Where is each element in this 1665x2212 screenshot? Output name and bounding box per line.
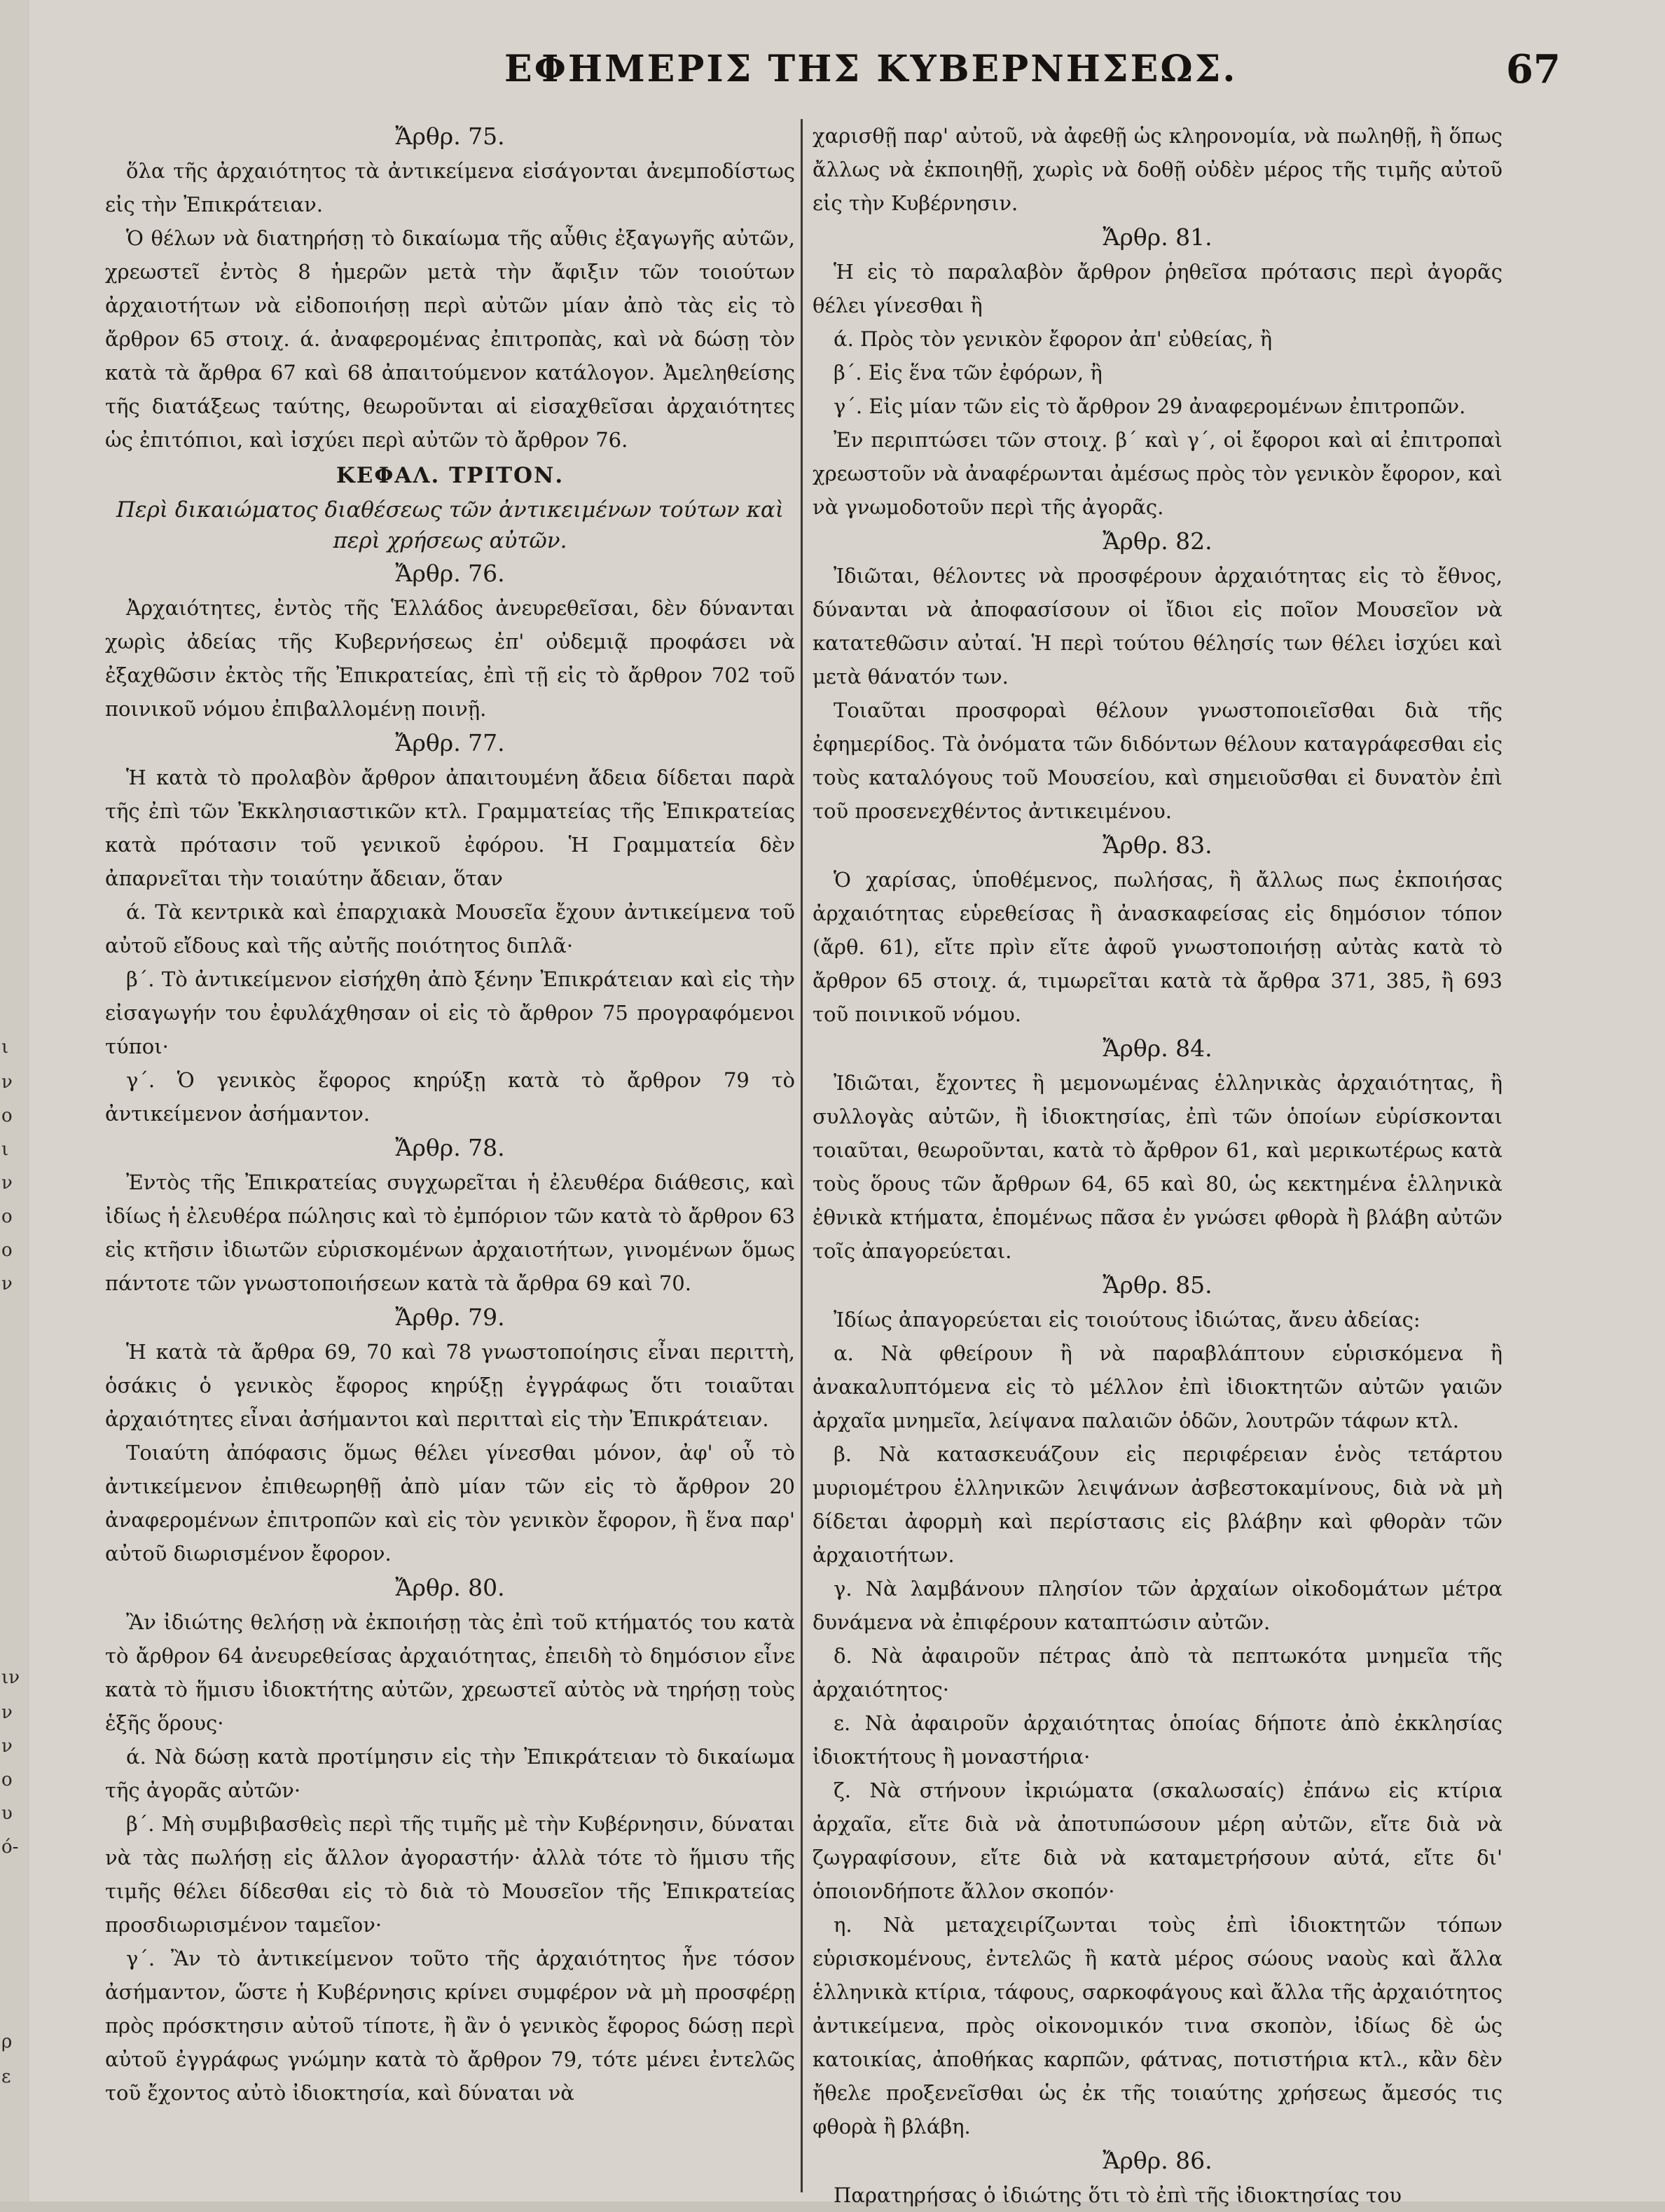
margin-fragment: ν xyxy=(1,1173,13,1194)
margin-fragment: ν xyxy=(1,1072,13,1093)
paragraph: Ὁ χαρίσας, ὑποθέμενος, πωλήσας, ἢ ἄλλως πως ἐκποιήσας ἀρχαιότητας εὑρεθείσας ἢ ἀνασκαφείσας εἰς δημόσιον τόπον (ἄρθ. 61), εἴτε πρὶν εἴτε ἀφοῦ γνωστοποιήσῃ αὐτὰς κατὰ τὸ ἄρθρον 65 στοιχ. ά, τιμωρεῖται κατὰ τὰ ἄρθρα 371, 385, ἢ 693 τοῦ ποινικοῦ νόμου. xyxy=(813,868,1502,1026)
margin-fragment: ο xyxy=(1,1206,13,1227)
paragraph: α. Νὰ φθείρουν ἢ νὰ παραβλάπτουν εὑρισκόμενα ἢ ἀνακαλυπτόμενα εἰς τὸ μέλλον ἐπὶ ἰδιοκτητῶν αὐτῶν γαιῶν ἀρχαῖα μνημεῖα, λείψανα παλαιῶν ὁδῶν, λουτρῶν τάφων κτλ. xyxy=(813,1341,1502,1432)
paragraph: ά. Τὰ κεντρικὰ καὶ ἐπαρχιακὰ Μουσεῖα ἔχουν ἀντικείμενα τοῦ αὐτοῦ εἴδους καὶ τῆς αὐτῆς ποιότητος διπλᾶ· xyxy=(105,900,795,958)
paragraph: δ. Νὰ ἀφαιροῦν πέτρας ἀπὸ τὰ πεπτωκότα μνημεῖα τῆς ἀρχαιότητος· xyxy=(813,1644,1502,1701)
paragraph: Ἰδιῶται, θέλοντες νὰ προσφέρουν ἀρχαιότητας εἰς τὸ ἔθνος, δύνανται νὰ ἀποφασίσουν οἱ ἴδιοι εἰς ποῖον Μουσεῖον νὰ κατατεθῶσιν αὐταί. Ἡ περὶ τούτου θέλησίς των θέλει ἰσχύει καὶ μετὰ θάνατόν των. xyxy=(813,564,1502,689)
page-number: 67 xyxy=(1506,46,1561,92)
article-heading: Ἄρθρ. 75. xyxy=(395,123,505,150)
paragraph: β΄. Τὸ ἀντικείμενον εἰσήχθη ἀπὸ ξένην Ἐπικράτειαν καὶ εἰς τὴν εἰσαγωγήν του ἐφυλάχθησαν οἱ εἰς τὸ ἄρθρον 75 προγραφόμενοι τύποι· xyxy=(105,967,795,1058)
paragraph: β΄. Εἰς ἕνα τῶν ἐφόρων, ἢ xyxy=(834,361,1103,385)
paragraph: β΄. Μὴ συμβιβασθεὶς περὶ τῆς τιμῆς μὲ τὴν Κυβέρνησιν, δύναται νὰ τὰς πωλήσῃ εἰς ἄλλον ἀγοραστήν· ἀλλὰ τότε τὸ ἥμισυ τῆς τιμῆς θέλει δίδεσθαι εἰς τὸ διὰ τὸ Μουσεῖον τῆς Ἐπικρατείας προσδιωρισμένον ταμεῖον· xyxy=(105,1812,795,1937)
paragraph: Ἀρχαιότητες, ἐντὸς τῆς Ἑλλάδος ἀνευρεθεῖσαι, δὲν δύνανται χωρὶς ἀδείας τῆς Κυβερνήσεως ἐπ' οὐδεμιᾷ προφάσει νὰ ἐξαχθῶσιν ἐκτὸς τῆς Ἐπικρατείας, ἐπὶ τῇ εἰς τὸ ἄρθρον 702 τοῦ ποινικοῦ νόμου ἐπιβαλλομένῃ ποινῇ. xyxy=(105,596,795,721)
paragraph: Ἐντὸς τῆς Ἐπικρατείας συγχωρεῖται ἡ ἐλευθέρα διάθεσις, καὶ ἰδίως ἡ ἐλευθέρα πώλησις καὶ τὸ ἐμπόριον τῶν κατὰ τὸ ἄρθρον 63 εἰς κτῆσιν ἰδιωτῶν εὑρισκομένων ἀρχαιοτήτων, γινομένων ὅμως πάντοτε τῶν γνωστοποιήσεων κατὰ τὰ ἄρθρα 69 καὶ 70. xyxy=(105,1170,795,1295)
article-heading: Ἄρθρ. 85. xyxy=(1103,1271,1213,1299)
article-heading: Ἄρθρ. 86. xyxy=(1103,2147,1213,2174)
margin-fragment: ι xyxy=(1,1139,9,1160)
article-heading: Ἄρθρ. 82. xyxy=(1103,527,1213,555)
paragraph: γ. Νὰ λαμβάνουν πλησίον τῶν ἀρχαίων οἰκοδομάτων μέτρα δυνάμενα νὰ ἐπιφέρουν καταπτώσιν αὐτῶν. xyxy=(813,1577,1502,1634)
paragraph: ά. Πρὸς τὸν γενικὸν ἔφορον ἀπ' εὐθείας, ἢ xyxy=(834,327,1273,351)
article-heading: Ἄρθρ. 79. xyxy=(395,1304,505,1331)
left-column xyxy=(105,119,795,2192)
paragraph: ε. Νὰ ἀφαιροῦν ἀρχαιότητας ὁποίας δήποτε ἀπὸ ἐκκλησίας ἰδιοκτήτους ἢ μοναστήρια· xyxy=(813,1711,1502,1769)
paragraph: η. Νὰ μεταχειρίζωνται τοὺς ἐπὶ ἰδιοκτητῶν τόπων εὑρισκομένους, ἐντελῶς ἢ κατὰ μέρος σώους ναοὺς καὶ ἄλλα ἑλληνικὰ κτίρια, τάφους, σαρκοφάγους καὶ ἄλλα τῆς ἀρχαιότητος ἀντικείμενα, πρὸς οἰκονομικόν τινα σκοπὸν, ἰδίως δὲ ὡς κατοικίας, ἀποθήκας καρπῶν, φάτνας, ποτιστήρια κτλ., κἂν δὲν ἤθελε προξενεῖσθαι ὡς ἐκ τῆς τοιαύτης χρήσεως ἄμεσός τις φθορὰ ἢ βλάβη. xyxy=(813,1913,1502,2138)
margin-fragment: ο xyxy=(1,1105,13,1126)
margin-fragment: ν xyxy=(1,1736,13,1757)
margin-fragment: ιν xyxy=(1,1667,20,1688)
margin-fragment: ο xyxy=(1,1769,13,1790)
paragraph: Τοιαῦται προσφοραὶ θέλουν γνωστοποιεῖσθαι διὰ τῆς ἐφημερίδος. Τὰ ὀνόματα τῶν διδόντων θέλουν καταγράφεσθαι εἰς τοὺς καταλόγους τοῦ Μουσείου, καὶ σημειοῦσθαι εἰ δυνατὸν ἐπὶ τοῦ προσενεχθέντος ἀντικειμένου. xyxy=(813,698,1502,823)
chapter-heading: ΚΕΦΑΛ. ΤΡΙΤΟΝ. xyxy=(336,463,565,488)
margin-fragment: ρ xyxy=(1,2031,13,2052)
paragraph: ζ. Νὰ στήνουν ἰκριώματα (σκαλωσαίς) ἐπάνω εἰς κτίρια ἀρχαῖα, εἴτε διὰ νὰ ἀποτυπώσουν μέρη αὐτῶν, εἴτε διὰ νὰ ζωγραφίσουν, εἴτε διὰ νὰ καταμετρήσουν αὐτά, εἴτε δι' ὁποιονδήποτε ἄλλον σκοπόν· xyxy=(813,1778,1502,1903)
paragraph: Ἰδίως ἀπαγορεύεται εἰς τοιούτους ἰδιώτας, ἄνευ ἀδείας: xyxy=(834,1308,1421,1332)
paragraph: β. Νὰ κατασκευάζουν εἰς περιφέρειαν ἑνὸς τετάρτου μυριομέτρου ἑλληνικῶν λειψάνων ἀσβεστοκαμίνους, διὰ νὰ μὴ δίδεται ἀφορμὴ καὶ περίστασις εἰς βλάβην καὶ φθορὰν τῶν ἀρχαιοτήτων. xyxy=(813,1442,1502,1567)
paragraph: γ΄. Ὁ γενικὸς ἔφορος κηρύξῃ κατὰ τὸ ἄρθρον 79 τὸ ἀντικείμενον ἀσήμαντον. xyxy=(105,1068,795,1126)
paragraph: Ἡ κατὰ τὸ προλαβὸν ἄρθρον ἀπαιτουμένη ἄδεια δίδεται παρὰ τῆς ἐπὶ τῶν Ἐκκλησιαστικῶν κτλ. Γραμματείας τῆς Ἐπικρατείας κατὰ πρότασιν τοῦ γενικοῦ ἐφόρου. Ἡ Γραμματεία δὲν ἀπαρνεῖται τὴν τοιαύτην ἄδειαν, ὅταν xyxy=(105,766,795,890)
article-heading: Ἄρθρ. 78. xyxy=(395,1134,505,1161)
article-heading: Ἄρθρ. 84. xyxy=(1103,1035,1213,1062)
column-divider xyxy=(801,119,803,2192)
paragraph: Ἡ κατὰ τὰ ἄρθρα 69, 70 καὶ 78 γνωστοποίησις εἶναι περιττὴ, ὁσάκις ὁ γενικὸς ἔφορος κηρύξῃ ἐγγράφως ὅτι τοιαῦται ἀρχαιότητες εἶναι ἀσήμαντοι καὶ περιτταὶ εἰς τὴν Ἐπικράτειαν. xyxy=(105,1340,795,1431)
paragraph: ὅλα τῆς ἀρχαιότητος τὰ ἀντικείμενα εἰσάγονται ἀνεμποδίστως εἰς τὴν Ἐπικράτειαν. xyxy=(105,159,795,216)
margin-fragment: ο xyxy=(1,1240,13,1261)
article-heading: Ἄρθρ. 77. xyxy=(395,729,505,756)
margin-fragment: ε xyxy=(1,2066,11,2087)
paragraph: ά. Νὰ δώσῃ κατὰ προτίμησιν εἰς τὴν Ἐπικράτειαν τὸ δικαίωμα τῆς ἀγορᾶς αὐτῶν· xyxy=(105,1745,795,1802)
margin-fragment: ι xyxy=(1,1037,9,1058)
margin-fragment: ό- xyxy=(1,1837,19,1858)
paragraph: γ΄. Ἂν τὸ ἀντικείμενον τοῦτο τῆς ἀρχαιότητος ἦνε τόσον ἀσήμαντον, ὥστε ἡ Κυβέρνησις κρίνει συμφέρον νὰ μὴ προσφέρῃ πρὸς πρόσκτησιν αὐτοῦ τίποτε, ἢ ἂν ὁ γενικὸς ἔφορος δώσῃ περὶ αὐτοῦ ἐγγράφως γνώμην κατὰ τὸ ἄρθρον 79, τότε μένει ἐντελῶς τοῦ ἔχοντος αὐτὸ ἰδιοκτησία, καὶ δύναται νὰ xyxy=(105,1947,795,2105)
article-heading: Ἄρθρ. 80. xyxy=(395,1574,505,1601)
margin-fragment: ν xyxy=(1,1273,13,1294)
left-margin-strip xyxy=(0,0,29,2201)
right-column xyxy=(813,119,1502,2207)
paragraph: Ἂν ἰδιώτης θελήσῃ νὰ ἐκποιήσῃ τὰς ἐπὶ τοῦ κτήματός του κατὰ τὸ ἄρθρον 64 ἀνευρεθείσας ἀρχαιότητας, ἐπειδὴ τὸ δημόσιον εἶνε κατὰ τὸ ἥμισυ ἰδιοκτήτης αὐτῶν, χρεωστεῖ αὐτὸς νὰ τηρήσῃ τοὺς ἑξῆς ὅρους· xyxy=(105,1610,795,1735)
paragraph: Ἰδιῶται, ἔχοντες ἢ μεμονωμένας ἑλληνικὰς ἀρχαιότητας, ἢ συλλογὰς αὐτῶν, ἢ ἰδιοκτησίας, ἐπὶ τῶν ὁποίων εὑρίσκονται τοιαῦται, θεωροῦνται, κατὰ τὸ ἄρθρον 61, καὶ μερικωτέρως κατὰ τοὺς ὅρους τῶν ἄρθρων 64, 65 καὶ 80, ὡς κεκτημένα ἑλληνικὰ ἐθνικὰ κτήματα, ἑπομένως πᾶσα ἐν γνώσει φθορὰ ἢ βλάβη αὐτῶν τοῖς ἀπαγορεύεται. xyxy=(813,1071,1502,1263)
paragraph: γ΄. Εἰς μίαν τῶν εἰς τὸ ἄρθρον 29 ἀναφερομένων ἐπιτροπῶν. xyxy=(834,394,1466,418)
margin-fragment: υ xyxy=(1,1803,13,1824)
gazette-title: ΕΦΗΜΕΡΙΣ ΤΗΣ ΚΥΒΕΡΝΗΣΕΩΣ. xyxy=(504,48,1238,90)
paragraph: Ἐν περιπτώσει τῶν στοιχ. β΄ καὶ γ΄, οἱ ἔφοροι καὶ αἱ ἐπιτροπαὶ χρεωστοῦν νὰ ἀναφέρωνται ἀμέσως πρὸς τὸν γενικὸν ἔφορον, καὶ νὰ γνωμοδοτοῦν περὶ τῆς ἀγορᾶς. xyxy=(813,428,1502,519)
article-heading: Ἄρθρ. 81. xyxy=(1103,223,1213,251)
paragraph: Ὁ θέλων νὰ διατηρήσῃ τὸ δικαίωμα τῆς αὖθις ἐξαγωγῆς αὐτῶν, χρεωστεῖ ἐντὸς 8 ἡμερῶν μετὰ τὴν ἄφιξιν τῶν τοιούτων ἀρχαιοτήτων νὰ εἰδοποιήσῃ περὶ αὐτῶν μίαν ἀπὸ τὰς εἰς τὸ ἄρθρον 65 στοιχ. ά. ἀναφερομένας ἐπιτροπὰς, καὶ νὰ δώσῃ τὸν κατὰ τὰ ἄρθρα 67 καὶ 68 ἀπαιτούμενον κατάλογον. Ἀμεληθείσης τῆς διατάξεως ταύτης, θεωροῦνται αἱ εἰσαχθεῖσαι ἀρχαιότητες ὡς ἐπιτόπιοι, καὶ ἰσχύει περὶ αὐτῶν τὸ ἄρθρον 76. xyxy=(105,226,795,452)
article-heading: Ἄρθρ. 83. xyxy=(1103,831,1213,859)
paragraph: Τοιαύτη ἀπόφασις ὅμως θέλει γίνεσθαι μόνον, ἀφ' οὗ τὸ ἀντικείμενον ἐπιθεωρηθῇ ἀπὸ μίαν τῶν εἰς τὸ ἄρθρον 20 ἀναφερομένων ἐπιτροπῶν καὶ εἰς τὸν γενικὸν ἔφορον, ἢ ἕνα παρ' αὐτοῦ διωρισμένον ἔφορον. xyxy=(105,1441,795,1565)
paragraph: Ἡ εἰς τὸ παραλαβὸν ἄρθρον ῥηθεῖσα πρότασις περὶ ἀγορᾶς θέλει γίνεσθαι ἢ xyxy=(813,260,1502,317)
chapter-subtitle: Περὶ δικαιώματος διαθέσεως τῶν ἀντικειμένων τούτων καὶ περὶ χρήσεως αὐτῶν. xyxy=(116,497,784,553)
margin-fragment: ν xyxy=(1,1702,13,1723)
running-header xyxy=(0,41,1665,104)
paragraph-continued: χαρισθῇ παρ' αὐτοῦ, νὰ ἀφεθῇ ὡς κληρονομία, νὰ πωληθῇ, ἢ ὅπως ἄλλως νὰ ἐκποιηθῇ, χωρὶς νὰ δοθῇ οὐδὲν μέρος τῆς τιμῆς αὐτοῦ εἰς τὴν Κυβέρνησιν. xyxy=(813,124,1502,215)
paragraph: Παρατηρήσας ὁ ἰδιώτης ὅτι τὸ ἐπὶ τῆς ἰδιοκτησίας του xyxy=(834,2183,1402,2207)
article-heading: Ἄρθρ. 76. xyxy=(395,560,505,587)
